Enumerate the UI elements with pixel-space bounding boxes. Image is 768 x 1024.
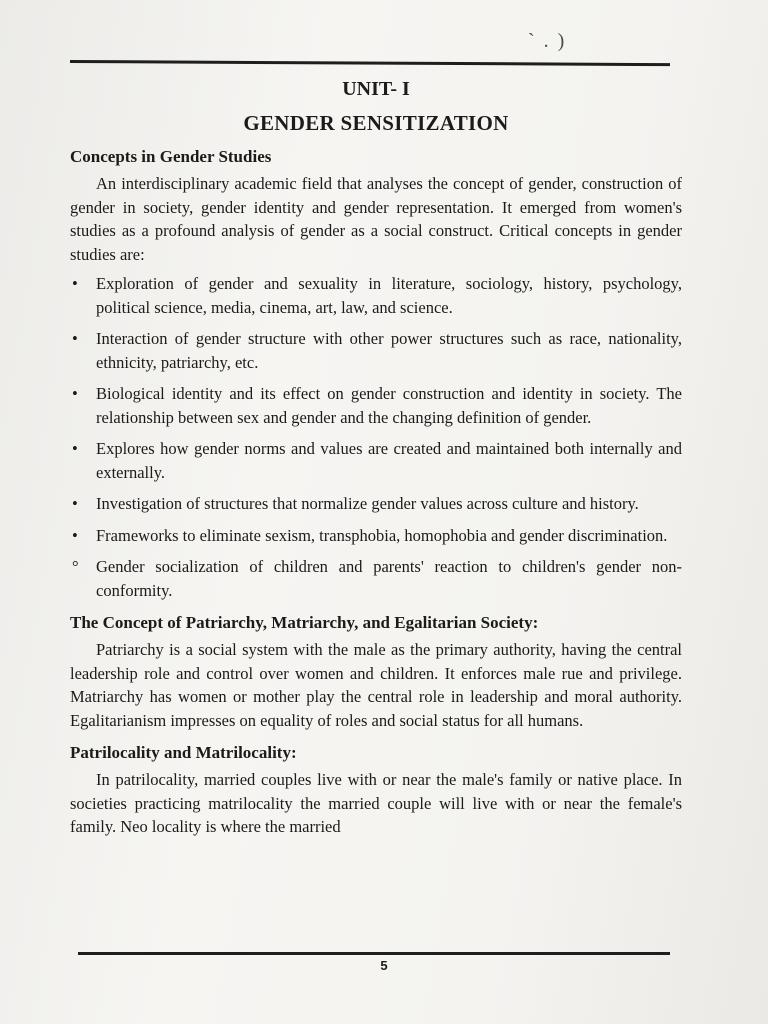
concepts-heading: Concepts in Gender Studies	[70, 147, 272, 166]
list-item-text: Frameworks to eliminate sexism, transphobia, homophobia and gender discrimination.	[96, 525, 668, 545]
bullet-marker: •	[72, 274, 78, 293]
patriarchy-paragraph: Patriarchy is a social system with the male as the primary authority, having the central leadership role and control over women and children. It enforces male rue and privilege. Matriarchy has women or mother play the central role in leadership and moral authority. Egalitarianism impresses on equality of roles and social status for all humans.	[70, 640, 682, 730]
concepts-list	[70, 272, 682, 602]
chapter-title: GENDER SENSITIZATION	[243, 111, 509, 135]
list-item	[70, 382, 682, 429]
list-item	[70, 327, 682, 374]
list-item	[70, 492, 682, 516]
list-item	[70, 555, 682, 602]
bullet-marker: •	[72, 439, 78, 458]
bullet-marker: •	[72, 329, 78, 348]
concepts-paragraph: An interdisciplinary academic field that analyses the concept of gender, construction of gender in society, gender identity and gender representation. It emerged from women's studies as a profound analysis of gender as a social construct. Critical concepts in gender studies are:	[70, 174, 682, 264]
bullet-marker: •	[72, 525, 78, 545]
list-item-text: Exploration of gender and sexuality in literature, sociology, history, psychology, political science, media, cinema, art, law, and science.	[96, 274, 682, 317]
list-item	[70, 524, 682, 548]
page-content	[70, 70, 682, 839]
list-item-text: Biological identity and its effect on gender construction and identity in society. The relationship between sex and gender and the changing definition of gender.	[96, 384, 682, 427]
locality-paragraph: In patrilocality, married couples live with or near the male's family or native place. In societies practicing matrilocality the married couple will live with or near the female's family. Neo locality is where the married	[70, 770, 682, 836]
locality-heading: Patrilocality and Matrilocality:	[70, 743, 297, 762]
list-item-text: Explores how gender norms and values are created and maintained both internally and externally.	[96, 439, 682, 482]
patriarchy-heading: The Concept of Patriarchy, Matriarchy, and Egalitarian Society:	[70, 613, 539, 632]
top-rule	[70, 60, 670, 66]
list-item-text: Investigation of structures that normalize gender values across culture and history.	[96, 494, 639, 513]
list-item-text: Gender socialization of children and parents' reaction to children's gender non-conformity.	[96, 557, 682, 600]
bullet-marker: •	[72, 384, 78, 403]
list-item	[70, 437, 682, 484]
bullet-marker: •	[72, 494, 78, 513]
unit-label: UNIT- I	[342, 78, 410, 100]
list-item	[70, 272, 682, 319]
pen-mark: ` . )	[528, 30, 567, 52]
page-number: 5	[380, 958, 388, 973]
bullet-marker: °	[72, 557, 79, 576]
list-item-text: Interaction of gender structure with other power structures such as race, nationality, ethnicity, patriarchy, etc.	[96, 329, 682, 372]
bottom-rule	[78, 952, 670, 955]
